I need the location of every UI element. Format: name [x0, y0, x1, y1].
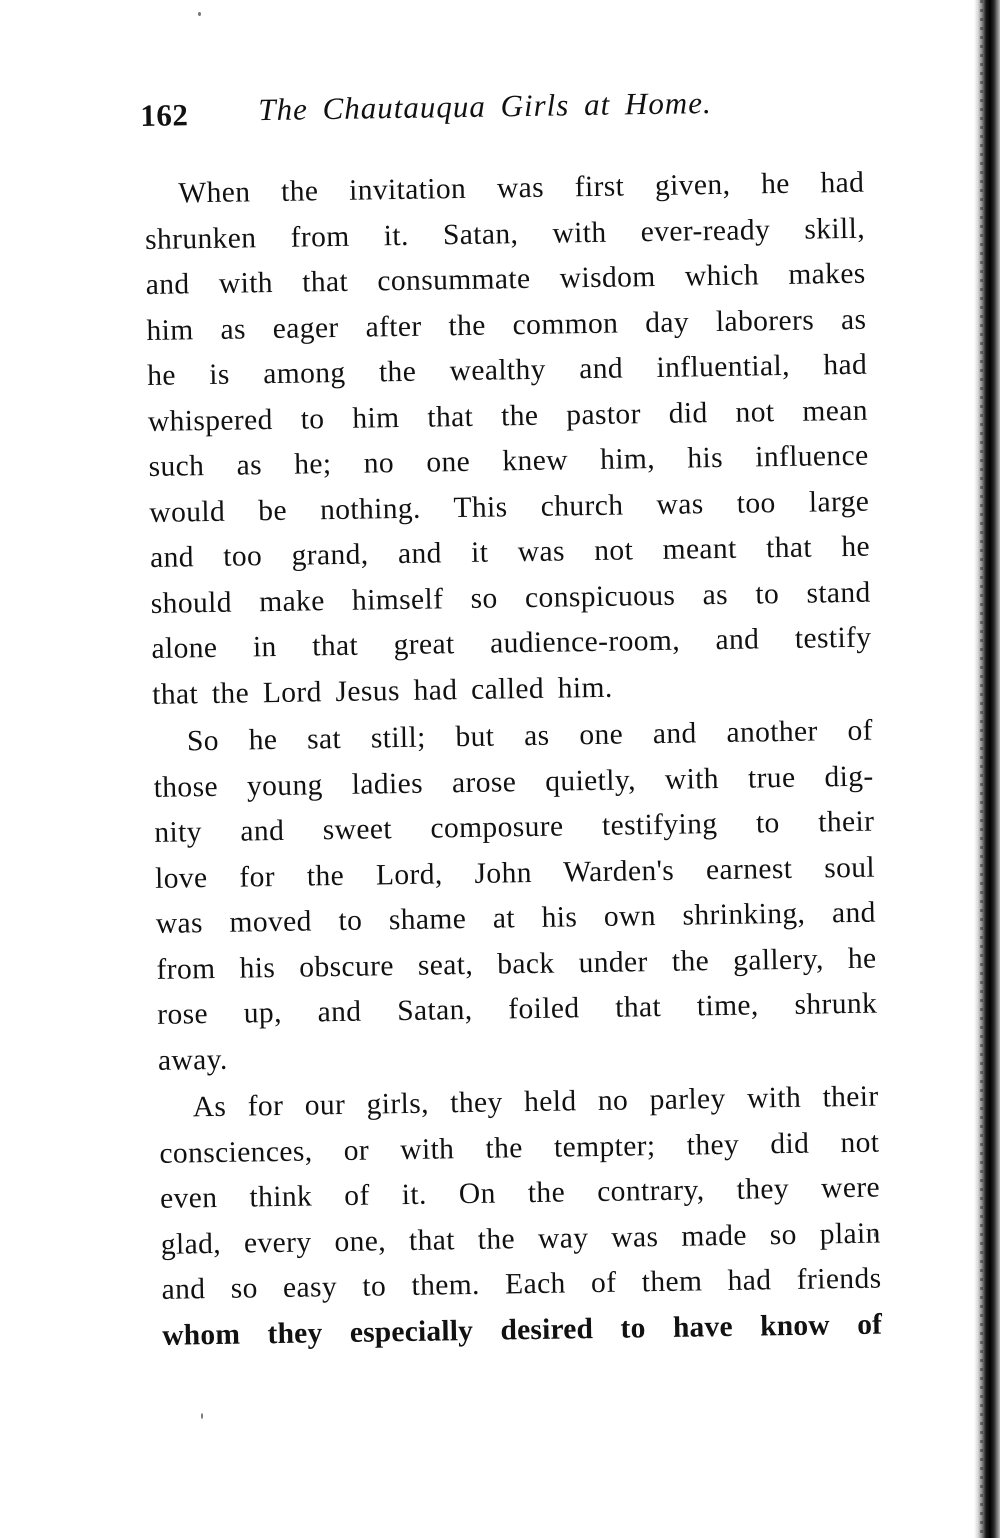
page-number: 162 — [140, 97, 189, 133]
paragraph-1 — [144, 161, 872, 718]
text-line: would be nothing. This church was too large — [149, 485, 870, 529]
text-line: was moved to shame at his own shrinking, and — [155, 896, 876, 940]
text-line: those young ladies arose quietly, with true dig- — [153, 760, 874, 804]
book-binding-edge — [974, 0, 1000, 1538]
text-line: even think of it. On the contrary, they were — [159, 1171, 881, 1215]
ink-speck — [198, 12, 201, 16]
paragraph-2 — [153, 709, 879, 1084]
text-line: him as eager after the common day laborers as — [146, 303, 867, 347]
text-line: So he sat still; but as one and another of — [186, 714, 874, 758]
text-line: rose up, and Satan, foiled that time, shrunk — [156, 987, 878, 1031]
text-line: consciences, or with the tempter; they did not — [159, 1126, 880, 1170]
running-title: The Chautauqua Girls at Home. — [258, 85, 712, 128]
text-line: such as he; no one knew him, his influence — [148, 439, 869, 483]
text-line: When the invitation was first given, he had — [178, 166, 865, 210]
text-line: As for our girls, they held no parley with their — [192, 1080, 879, 1124]
paragraph-3 — [158, 1075, 882, 1359]
ink-speck — [201, 1413, 203, 1419]
text-line: and so easy to them. Each of them had friends — [161, 1262, 882, 1306]
text-line: should make himself so conspicuous as to stand — [150, 576, 871, 620]
text-line: whom they especially desired to have know of — [162, 1308, 883, 1352]
text-line: and with that consummate wisdom which makes — [145, 257, 866, 301]
text-line: alone in that great audience-room, and testify — [151, 621, 872, 665]
text-line: whispered to him that the pastor did not mean — [147, 394, 869, 438]
text-line: away. — [157, 1043, 228, 1077]
text-line: nity and sweet composure testifying to their — [154, 805, 875, 849]
text-line: shrunken from it. Satan, with ever-ready skill, — [144, 212, 866, 256]
text-line: from his obscure seat, back under the gallery, he — [156, 942, 877, 986]
page-text-body — [144, 161, 883, 1361]
text-line: he is among the wealthy and influential, had — [146, 348, 868, 392]
text-line: glad, every one, that the way was made so plain — [160, 1217, 882, 1261]
text-line: love for the Lord, John Warden's earnest soul — [154, 851, 876, 895]
text-line: and too grand, and it was not meant that he — [149, 530, 871, 574]
text-line: that the Lord Jesus had called him. — [151, 671, 613, 711]
page-header — [140, 82, 781, 140]
